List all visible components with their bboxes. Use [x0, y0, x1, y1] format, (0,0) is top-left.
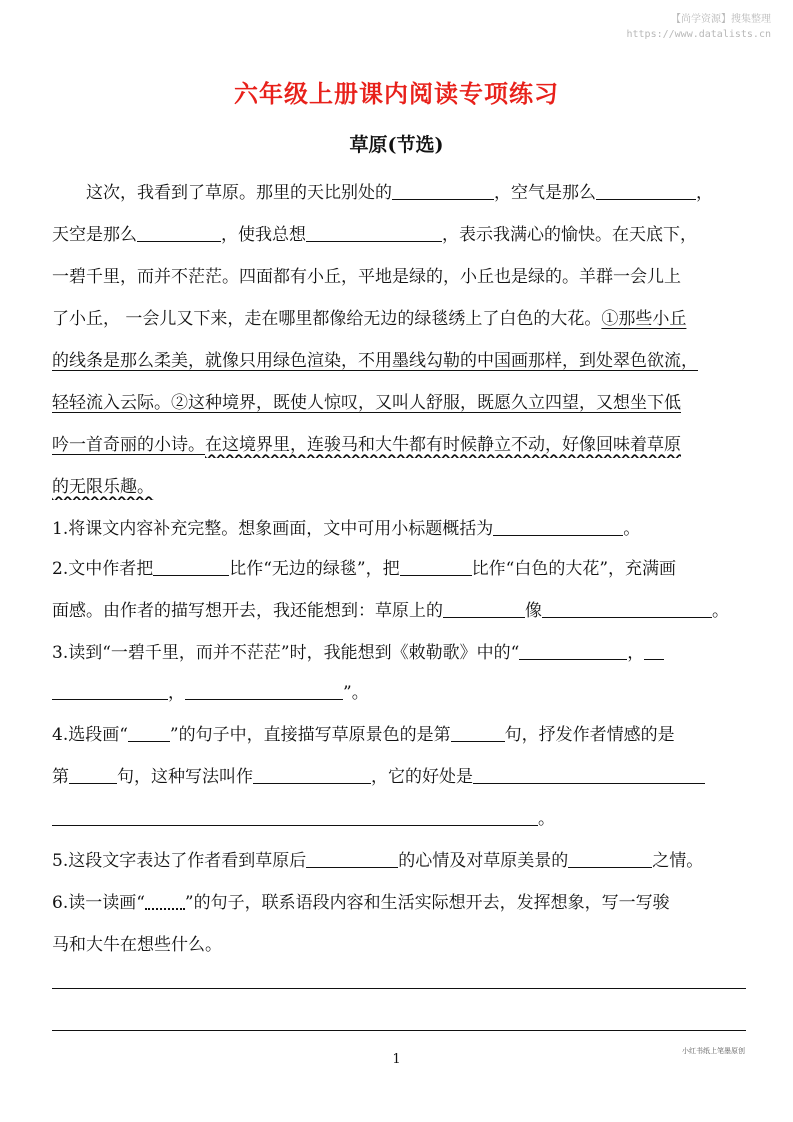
answer-blank-q1[interactable]	[493, 517, 623, 536]
answer-line-1[interactable]	[52, 988, 746, 989]
passage-line-8	[52, 474, 746, 500]
wavy-line-sample	[145, 892, 185, 910]
answer-blank-q4-1[interactable]	[451, 723, 505, 742]
underlined-sentence-1-cont: 的线条是那么柔美，就像只用绿色渲染，不用墨线勾勒的中国画那样，到处翠色欲流，	[52, 351, 698, 371]
question-4-cont: 第 句，这种写法叫作 ，它的好处是	[52, 764, 746, 790]
answer-blank-q5-1[interactable]	[306, 849, 398, 868]
answer-blank-q4-2[interactable]	[69, 765, 117, 784]
answer-blank-q2-1[interactable]	[153, 557, 229, 576]
question-6-cont: 马和大牛在想些什么。	[52, 935, 222, 955]
question-5: 5.这段文字表达了作者看到草原后 的心情及对草原美景的 之情。	[52, 851, 704, 871]
answer-blank-q2-3[interactable]	[443, 599, 525, 618]
passage-title: 草原(节选)	[349, 134, 444, 156]
blank[interactable]	[392, 181, 494, 200]
wavy-sentence-end: 的无限乐趣。	[52, 477, 154, 497]
question-6: 6.读一读画“ ”的句子，联系语段内容和生活实际想开去，发挥想象，写一写骏	[52, 893, 670, 913]
question-2-cont: 面感。由作者的描写想开去，我还能想到：草原上的 像 。	[52, 601, 729, 621]
page-number: 1	[392, 1052, 401, 1067]
underlined-sentence-2-end: 吟一首奇丽的小诗。	[52, 435, 205, 455]
answer-blank-q3-1[interactable]	[519, 641, 627, 660]
watermark	[627, 12, 772, 42]
answer-blank-q2-2[interactable]	[400, 557, 472, 576]
underlined-sentence-2: ②这种境界，既使人惊叹，又叫人舒服，既愿久立四望，又想坐下低	[171, 393, 681, 413]
question-2: 2.文中作者把 比作“无边的绿毯”，把 比作“白色的大花”，充满画	[52, 559, 677, 579]
answer-blank-q5-2[interactable]	[568, 849, 652, 868]
blank[interactable]	[306, 223, 442, 242]
answer-blank-q4-4a[interactable]	[473, 765, 705, 784]
question-3: 3.读到“一碧千里，而并不茫茫”时，我能想到《敕勒歌》中的“ ，	[52, 640, 746, 666]
question-3-cont: ， ”。	[52, 680, 746, 706]
blank[interactable]	[137, 223, 221, 242]
watermark-line-1: 【尚学资源】搜集整理	[671, 14, 771, 25]
answer-line-2[interactable]	[52, 1030, 746, 1031]
answer-blank-q3-2a[interactable]	[644, 641, 664, 660]
passage-line-2: 天空是那么 ，使我总想 ，表示我满心的愉快。在天底下，	[52, 225, 697, 245]
watermark-line-2: https://www.datalists.cn	[626, 29, 771, 40]
passage-line-6	[52, 390, 746, 416]
answer-blank-q2-4[interactable]	[542, 599, 712, 618]
underlined-sentence-1-end: 轻轻流入云际。	[52, 393, 171, 413]
question-4: 4.选段画“ ”的句子中，直接描写草原景色的是第 句，抒发作者情感的是	[52, 725, 675, 745]
question-4-cont-2: 。	[52, 806, 746, 832]
wavy-sentence: 在这境界里，连骏马和大牛都有时候静立不动，好像回味着草原	[205, 435, 681, 455]
passage-line-7	[52, 432, 746, 458]
question-1: 1.将课文内容补充完整。想象画面，文中可用小标题概括为 。	[52, 519, 641, 539]
underlined-sentence-1: ①那些小丘	[601, 309, 687, 329]
footer-note: 小红书纸上笔墨原创	[682, 1047, 745, 1055]
answer-blank-q3-2b[interactable]	[52, 681, 168, 700]
answer-blank-q3-3[interactable]	[185, 681, 343, 700]
passage-line-1: 这次，我看到了草原。那里的天比别处的 ，空气是那么 ，	[86, 183, 713, 203]
passage-line-4: 了小丘， 一会儿又下来，走在哪里都像给无边的绿毯绣上了白色的大花。①那些小丘	[52, 309, 687, 329]
line-sample	[128, 723, 170, 742]
blank[interactable]	[596, 181, 696, 200]
passage-line-5	[52, 348, 746, 374]
passage-line-3: 一碧千里，而并不茫茫。四面都有小丘，平地是绿的，小丘也是绿的。羊群一会儿上	[52, 267, 681, 287]
answer-blank-q4-4b[interactable]	[52, 807, 538, 826]
page-title: 六年级上册课内阅读专项练习	[234, 79, 559, 108]
answer-blank-q4-3[interactable]	[253, 765, 371, 784]
